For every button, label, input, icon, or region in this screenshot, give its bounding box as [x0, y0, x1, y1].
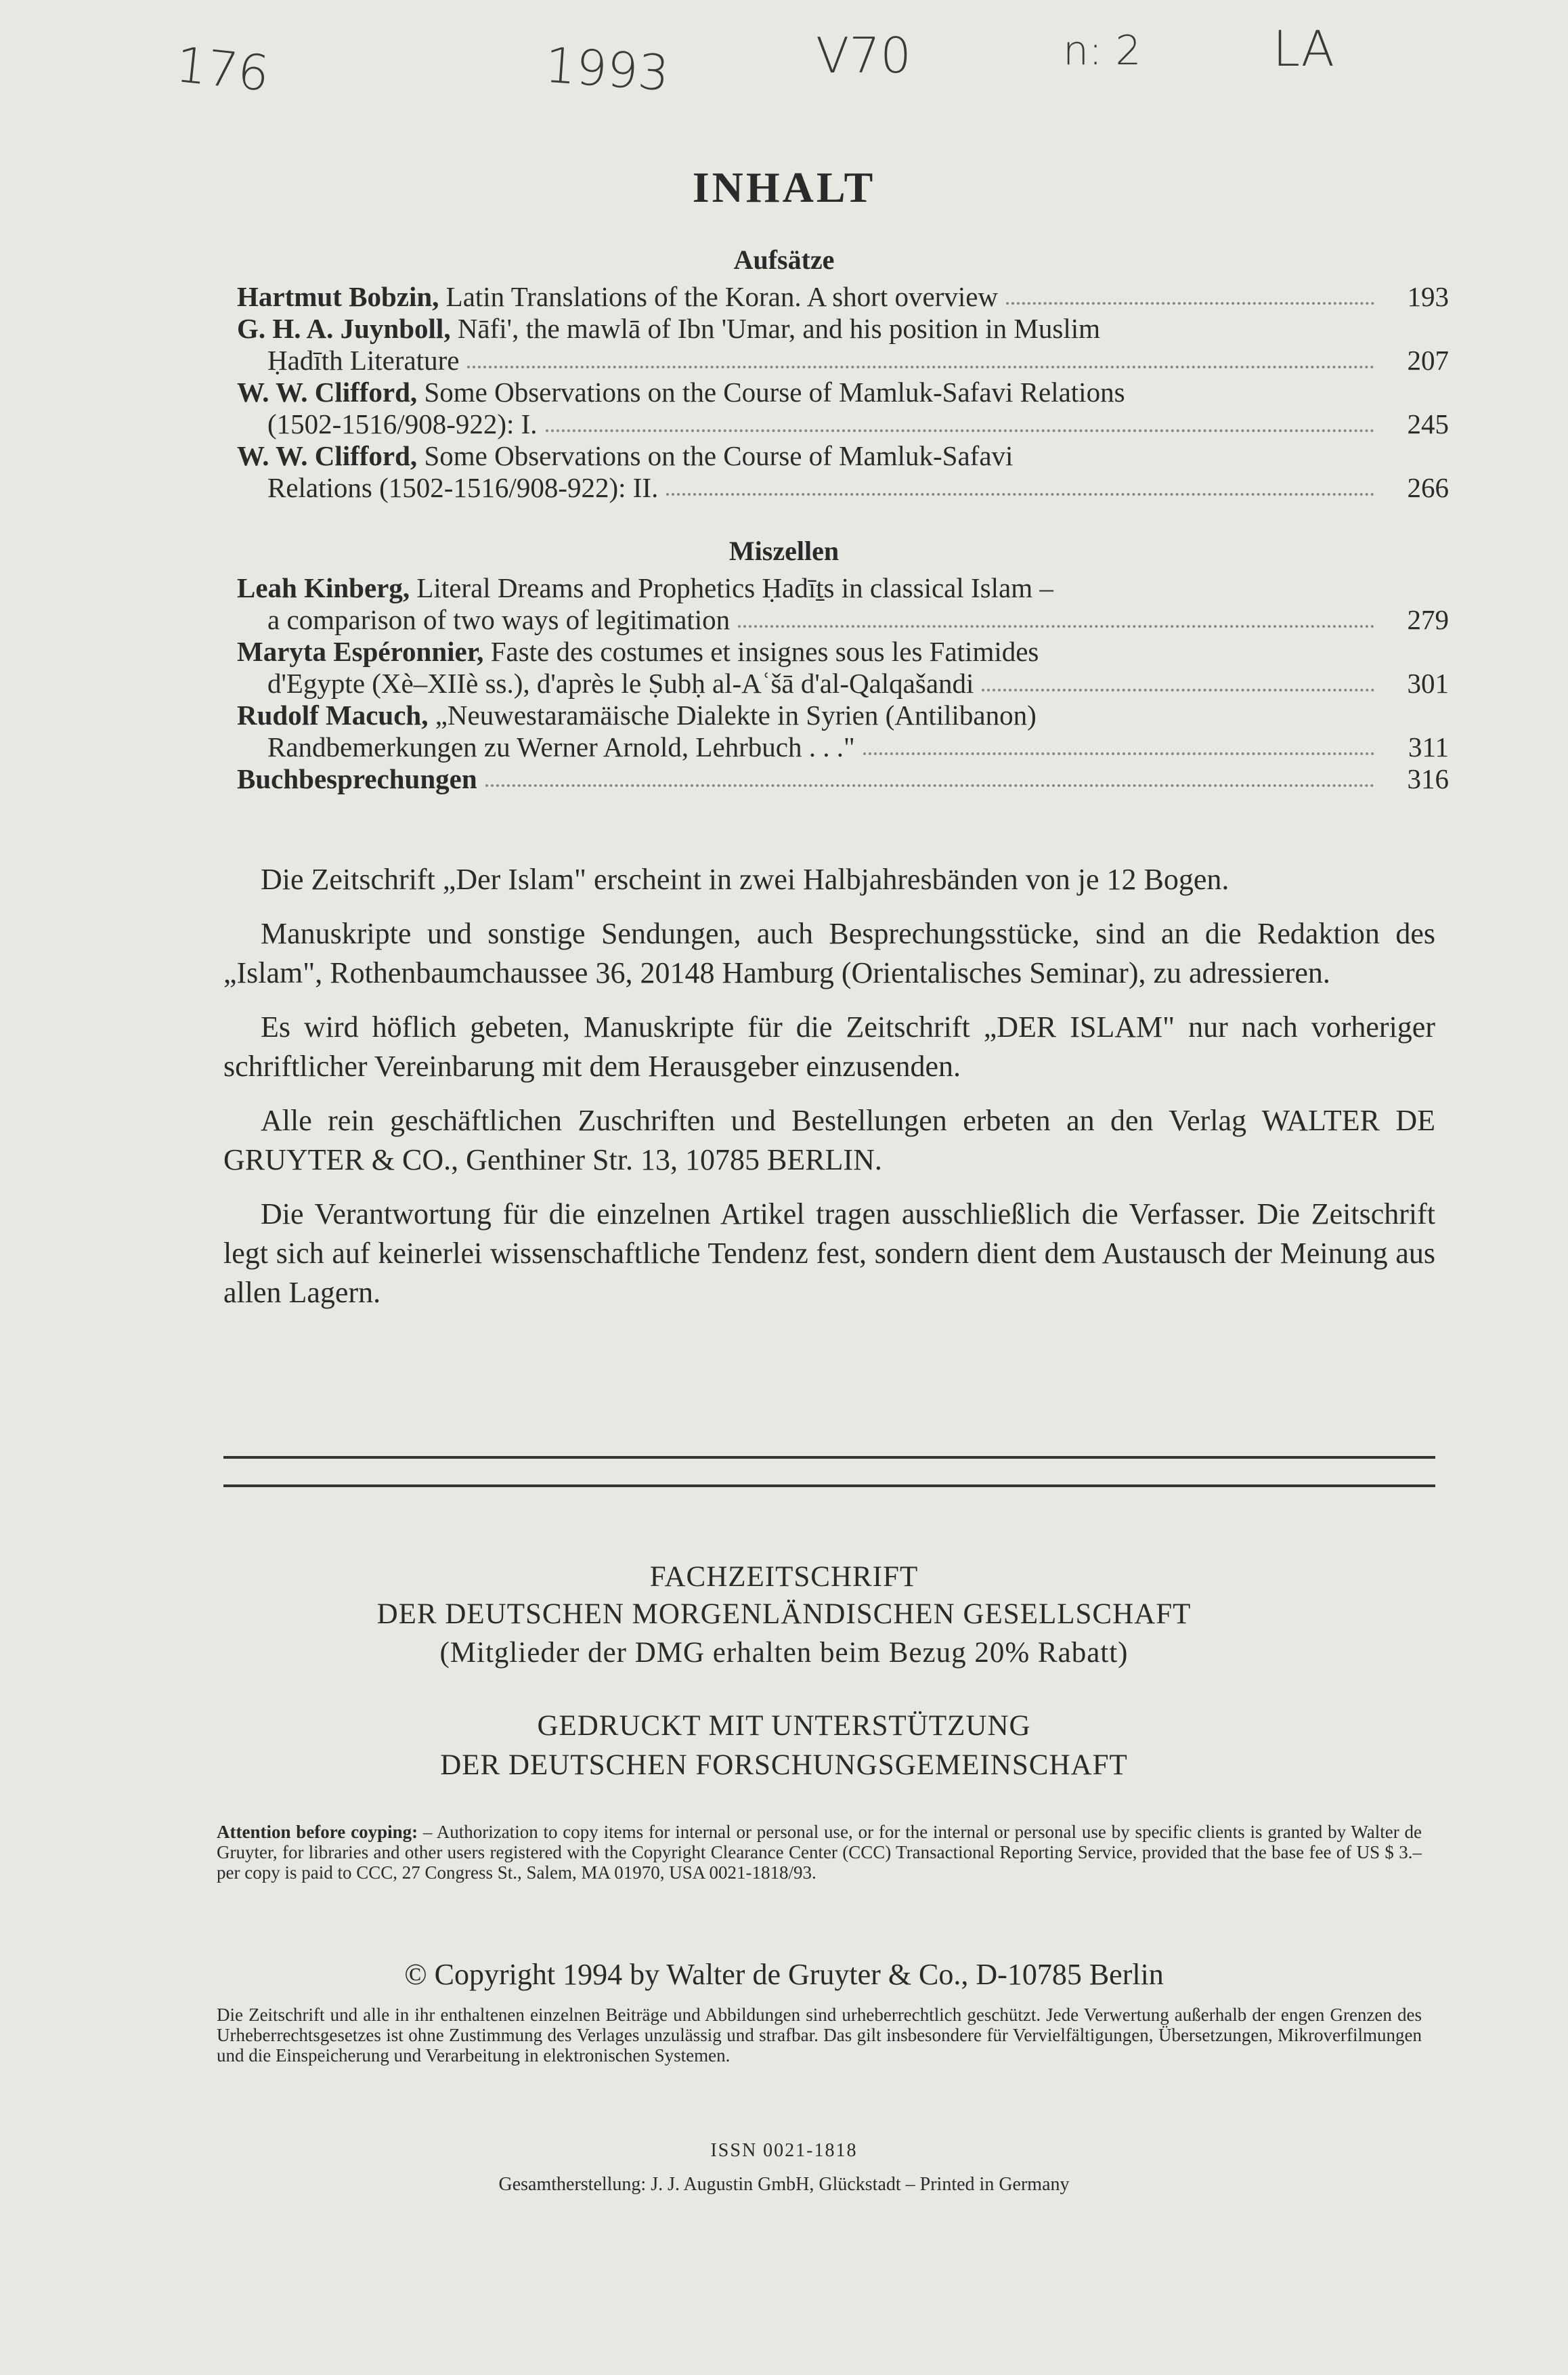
- issn: ISSN 0021-1818: [710, 2140, 858, 2161]
- copy-authorization-notice: [217, 1822, 1422, 1883]
- toc-entry: [237, 763, 1449, 795]
- attention-label: Attention before coyping:: [217, 1822, 418, 1842]
- toc-leader: [485, 784, 1374, 787]
- imprint-line: GEDRUCKT MIT UNTERSTÜTZUNG: [537, 1710, 1031, 1742]
- toc-entry: [237, 377, 1449, 440]
- imprint-line: DER DEUTSCHEN MORGENLÄNDISCHEN GESELLSCHAFT: [376, 1598, 1192, 1630]
- toc-page-number: 266: [1407, 472, 1449, 503]
- toc-leader: [863, 752, 1374, 755]
- section-heading-aufsaetze: Aufsätze: [733, 244, 835, 275]
- toc-author: G. H. A. Juynboll,: [237, 313, 451, 344]
- toc-title: (1502-1516/908-922): I.: [267, 408, 538, 440]
- imprint-line: DER DEUTSCHEN FORSCHUNGSGEMEINSCHAFT: [440, 1749, 1128, 1781]
- toc-title: Randbemerkungen zu Werner Arnold, Lehrbuch . . .": [267, 731, 855, 763]
- toc-title: Some Observations on the Course of Mamluk-Safavi Relations: [424, 377, 1125, 408]
- handwritten-note: 1993: [543, 36, 671, 102]
- toc-title: a comparison of two ways of legitimation: [267, 604, 731, 635]
- toc-leader: [546, 429, 1374, 432]
- toc-page-number: 316: [1407, 763, 1449, 794]
- attention-text: – Authorization to copy items for internal or personal use, or for the internal or personal use by specific clients is granted by Walter de Gruyter, for libraries and other users registered with the Copyright Clearance Center (CCC) Transactional Reporting Service, provided that the base fee of US $ 3.– per copy is paid to CCC, 27 Congress St., Salem, MA 01970, USA 0021-1818/93.: [217, 1822, 1422, 1883]
- imprint-line: (Mitglieder der DMG erhalten beim Bezug 20% Rabatt): [439, 1637, 1129, 1669]
- note-paragraph: Manuskripte und sonstige Sendungen, auch Besprechungsstücke, sind an die Redaktion des „Islam", Rothenbaumchaussee 36, 20148 Hamburg (Orientalisches Seminar), zu adressieren.: [223, 917, 1435, 989]
- toc-leader: [738, 625, 1374, 628]
- toc-title: Relations (1502-1516/908-922): II.: [267, 472, 659, 503]
- toc-page-number: 207: [1407, 345, 1449, 376]
- toc-page-number: 193: [1407, 281, 1449, 312]
- toc-entry: [237, 440, 1449, 504]
- editorial-notes: [223, 860, 1435, 1327]
- section-heading-miszellen: Miszellen: [728, 536, 840, 566]
- toc-leader: [666, 493, 1374, 496]
- toc-title: Nāfi', the mawlā of Ibn 'Umar, and his position in Muslim: [457, 313, 1100, 344]
- note-paragraph: Alle rein geschäftlichen Zuschriften und Bestellungen erbeten an den Verlag WALTER DE GRUYTER & CO., Genthiner Str. 13, 10785 BERLIN.: [223, 1104, 1435, 1176]
- toc-author: Leah Kinberg,: [237, 572, 410, 603]
- toc-title: Faste des costumes et insignes sous les Fatimides: [490, 636, 1039, 667]
- handwritten-note: 176: [173, 36, 272, 102]
- copyright-line: © Copyright 1994 by Walter de Gruyter & Co., D-10785 Berlin: [404, 1958, 1164, 1991]
- handwritten-note: n: 2: [1063, 27, 1141, 74]
- divider: [223, 1456, 1435, 1459]
- divider: [223, 1484, 1435, 1487]
- toc-miszellen: [237, 572, 1449, 795]
- toc-title: Some Observations on the Course of Mamluk-Safavi: [424, 440, 1014, 471]
- note-paragraph: Es wird höflich gebeten, Manuskripte für die Zeitschrift „DER ISLAM" nur nach vorheriger schriftlicher Vereinbarung mit dem Herausgeber einzusenden.: [223, 1010, 1435, 1083]
- toc-leader: [1006, 302, 1374, 305]
- handwritten-note: LA: [1273, 20, 1335, 77]
- toc-entry: [237, 313, 1449, 377]
- toc-page-number: 301: [1407, 668, 1449, 699]
- imprint-line: FACHZEITSCHRIFT: [649, 1561, 919, 1593]
- page-title: INHALT: [692, 163, 876, 211]
- toc-title: Literal Dreams and Prophetics Ḥadīṯs in classical Islam –: [416, 572, 1053, 603]
- toc-entry: [237, 700, 1449, 763]
- toc-title: d'Egypte (Xè–XIIè ss.), d'après le Ṣubḥ al-Aʿšā d'al-Qalqašandi: [267, 668, 974, 699]
- toc-title: Latin Translations of the Koran. A short overview: [445, 281, 999, 312]
- toc-page-number: 279: [1407, 604, 1449, 635]
- note-paragraph: Die Verantwortung für die einzelnen Artikel tragen ausschließlich die Verfasser. Die Zeitschrift legt sich auf keinerlei wissenschaftliche Tendenz fest, sondern dient dem Austausch der Meinung aus allen Lagern.: [223, 1197, 1435, 1309]
- toc-author: Maryta Espéronnier,: [237, 636, 484, 667]
- toc-author: W. W. Clifford,: [237, 377, 418, 408]
- toc-page-number: 245: [1407, 408, 1449, 440]
- toc-entry: [237, 572, 1449, 636]
- handwritten-note: V70: [816, 27, 911, 84]
- printer-line: Gesamtherstellung: J. J. Augustin GmbH, Glückstadt – Printed in Germany: [498, 2174, 1070, 2195]
- toc-author: Hartmut Bobzin,: [237, 281, 439, 312]
- toc-leader: [467, 366, 1374, 368]
- toc-author: Rudolf Macuch,: [237, 700, 429, 731]
- toc-author: W. W. Clifford,: [237, 440, 418, 471]
- toc-aufsaetze: [237, 281, 1449, 504]
- toc-title: Ḥadīth Literature: [267, 345, 460, 376]
- legal-notice: Die Zeitschrift und alle in ihr enthaltenen einzelnen Beiträge und Abbildungen sind urheberrechtlich geschützt. Jede Verwertung außerhalb der engen Grenzen des Urheberrechtsgesetzes ist ohne Zustimmung des Verlages unzulässig und strafbar. Das gilt insbesondere für Vervielfältigungen, Übersetzungen, Mikroverfilmungen und die Einspeicherung und Verarbeitung in elektronischen Systemen.: [217, 2005, 1422, 2066]
- note-paragraph: Die Zeitschrift „Der Islam" erscheint in zwei Halbjahresbänden von je 12 Bogen.: [261, 863, 1229, 896]
- toc-author: Buchbesprechungen: [237, 763, 477, 794]
- toc-page-number: 311: [1408, 731, 1449, 763]
- toc-entry: [237, 281, 1449, 313]
- toc-title: „Neuwestaramäische Dialekte in Syrien (Antilibanon): [435, 700, 1037, 731]
- toc-leader: [982, 689, 1374, 691]
- toc-entry: [237, 636, 1449, 700]
